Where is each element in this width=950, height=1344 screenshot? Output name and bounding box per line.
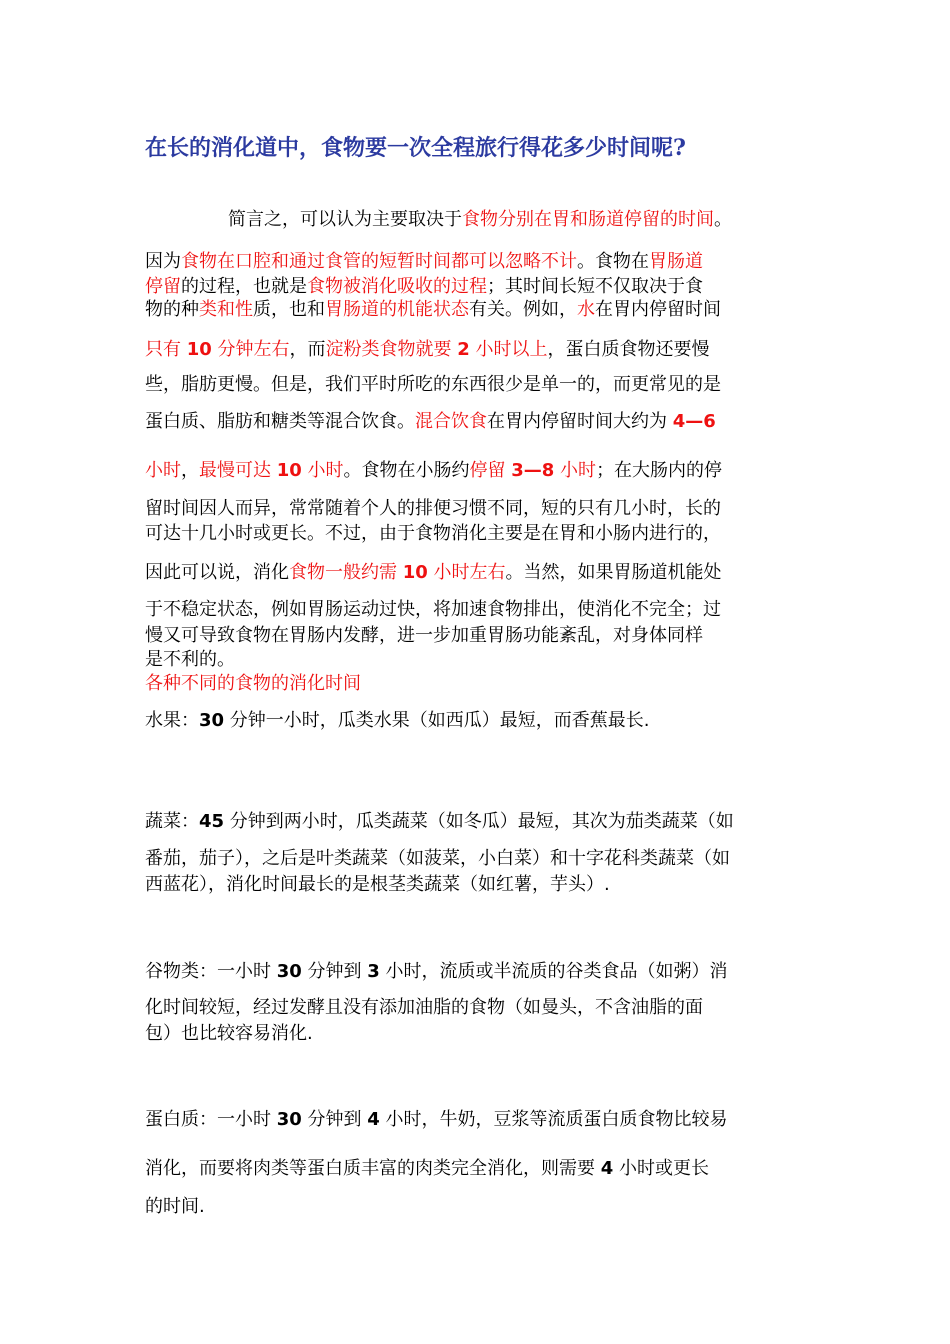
intro-line (145, 410, 716, 434)
text-run: 3 (367, 961, 380, 982)
text-run: 因此可以说，消化 (145, 562, 289, 583)
text-run: 小时以上 (469, 339, 548, 360)
text-run: 因为 (145, 251, 181, 272)
text-run: ；在大肠内的停 (596, 460, 723, 481)
text-run: 胃肠道的机能状态 (325, 299, 469, 320)
text-run: 水果： (145, 710, 199, 731)
intro-line (145, 648, 235, 672)
text-run: 食物分别在胃和肠道停留的时间 (462, 209, 714, 230)
text-run: 西蓝花），消化时间最长的是根茎类蔬菜（如红薯，芋头）. (145, 874, 610, 895)
text-run: ，蛋白质食物还要慢 (547, 339, 710, 360)
text-run: 30 (276, 961, 302, 982)
text-run: 蛋白质、脂肪和糖类等混合饮食。 (145, 411, 415, 432)
food-item-line (145, 1108, 728, 1132)
food-item-line (145, 960, 728, 984)
text-run: 。食物在 (577, 251, 649, 272)
text-run: 小时 (301, 460, 344, 481)
text-run: 混合饮食 (415, 411, 487, 432)
intro-line (145, 561, 722, 585)
intro-line (145, 338, 710, 362)
text-run: 包）也比较容易消化. (145, 1023, 313, 1044)
text-run: 可达十几小时或更长。不过，由于食物消化主要是在胃和小肠内进行的， (145, 523, 721, 544)
food-item-line (145, 1022, 313, 1046)
text-run: 10 (276, 460, 302, 481)
food-item-line (145, 873, 610, 897)
intro-line (145, 250, 703, 274)
text-run: 小时，牛奶，豆浆等流质蛋白质食物比较易 (379, 1109, 728, 1130)
text-run: 的时间. (145, 1196, 205, 1217)
text-run: 4 (367, 1109, 380, 1130)
text-run: 于不稳定状态，例如胃肠运动过快，将加速食物排出，使消化不完全；过 (145, 599, 721, 620)
text-run: 是不利的。 (145, 649, 235, 670)
text-run: 停留 (145, 276, 181, 297)
text-run: ，而 (289, 339, 326, 360)
food-item-line (145, 996, 703, 1020)
page-title: 在长的消化道中，食物要一次全程旅行得花多少时间呢? (145, 135, 686, 161)
food-item-line (145, 1157, 709, 1181)
text-run: 的过程，也就是 (181, 276, 307, 297)
intro-line (145, 275, 703, 299)
text-run: 简言之，可以认为主要取决于 (228, 209, 462, 230)
text-run: 。 (714, 209, 732, 230)
food-item-line (145, 847, 730, 871)
text-run: 小时 (554, 460, 597, 481)
text-run: 分钟一小时，瓜类水果（如西瓜）最短，而香蕉最长. (224, 710, 650, 731)
text-run: 谷物类：一小时 (145, 961, 277, 982)
text-run: 化时间较短，经过发酵且没有添加油脂的食物（如曼头，不含油脂的面 (145, 997, 703, 1018)
text-run: 在胃内停留时间大约为 (487, 411, 673, 432)
text-run: 停留 (469, 460, 512, 481)
text-run: 分钟到两小时，瓜类蔬菜（如冬瓜）最短，其次为茄类蔬菜（如 (224, 811, 734, 832)
text-run: 小时，流质或半流质的谷类食品（如粥）消 (379, 961, 728, 982)
food-item-line (145, 709, 650, 733)
text-run: 食物被消化吸收的过程 (307, 276, 487, 297)
intro-line (145, 598, 721, 622)
text-run: 2 (457, 339, 470, 360)
text-run: 消化，而要将肉类等蛋白质丰富的肉类完全消化，则需要 (145, 1158, 601, 1179)
text-run: 最慢可达 (199, 460, 277, 481)
text-run: 蛋白质：一小时 (145, 1109, 277, 1130)
intro-line (145, 298, 721, 322)
section-heading: 各种不同的食物的消化时间 (145, 673, 361, 694)
intro-line (145, 522, 721, 546)
food-item-line (145, 1195, 205, 1219)
text-run: 小时左右 (427, 562, 506, 583)
text-run: 食物一般约需 (289, 562, 403, 583)
text-run: 水 (577, 299, 595, 320)
text-run: 。当然，如果胃肠道机能处 (505, 562, 722, 583)
text-run: 有关。例如， (469, 299, 577, 320)
text-run: 30 (199, 710, 225, 731)
text-run: 10 (402, 562, 428, 583)
text-run: 只有 (145, 339, 187, 360)
intro-line (145, 497, 721, 521)
text-run: ；其时间长短不仅取决于食 (487, 276, 703, 297)
intro-line (228, 208, 732, 232)
text-run: 45 (199, 811, 225, 832)
text-run: 食物在口腔和通过食管的短暂时间都可以忽略不计 (181, 251, 577, 272)
text-run: 。食物在小肠约 (343, 460, 470, 481)
text-run: 慢又可导致食物在胃肠内发酵，进一步加重胃肠功能紊乱，对身体同样 (145, 625, 703, 646)
text-run: 4—6 (672, 411, 716, 432)
text-run: 物的种 (145, 299, 199, 320)
food-item-line (145, 810, 734, 834)
text-run: 分钟到 (301, 961, 368, 982)
intro-line (145, 459, 722, 483)
text-run: 类和性 (199, 299, 253, 320)
text-run: 些，脂肪更慢。但是，我们平时所吃的东西很少是单一的，而更常见的是 (145, 374, 721, 395)
text-run: 番茄，茄子），之后是叶类蔬菜（如菠菜，小白菜）和十字花科类蔬菜（如 (145, 848, 730, 869)
intro-line (145, 624, 703, 648)
text-run: 淀粉类食物就要 (325, 339, 458, 360)
text-run: 分钟到 (301, 1109, 368, 1130)
text-run: 胃肠道 (649, 251, 703, 272)
text-run: 10 (186, 339, 212, 360)
text-run: 小时 (145, 460, 181, 481)
text-run: 3—8 (511, 460, 555, 481)
text-run: 在胃内停留时间 (595, 299, 721, 320)
text-run: 分钟左右 (211, 339, 290, 360)
text-run: 30 (276, 1109, 302, 1130)
text-run: ， (181, 460, 199, 481)
text-run: 小时或更长 (613, 1158, 709, 1179)
text-run: 留时间因人而异，常常随着个人的排便习惯不同，短的只有几小时，长的 (145, 498, 721, 519)
text-run: 蔬菜： (145, 811, 199, 832)
text-run: 4 (600, 1158, 614, 1179)
intro-line (145, 373, 721, 397)
text-run: 质，也和 (253, 299, 325, 320)
